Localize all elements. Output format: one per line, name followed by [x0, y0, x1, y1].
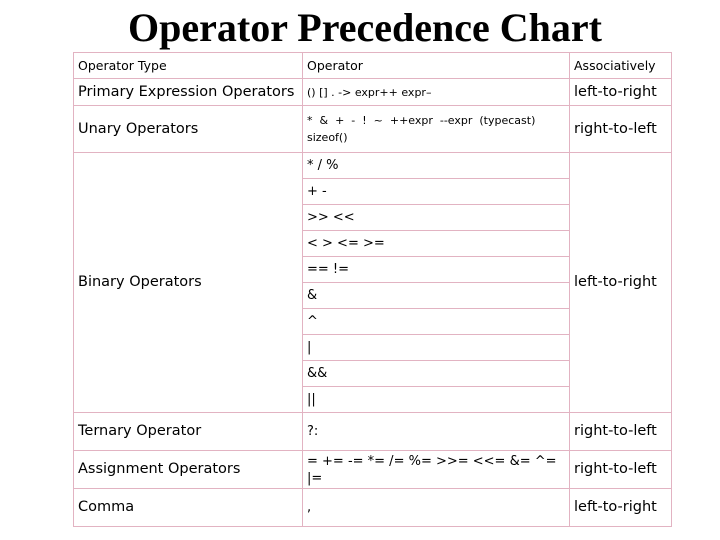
- row-type: Comma: [74, 489, 303, 527]
- row-associativity: left-to-right: [570, 79, 672, 106]
- table-row: [74, 153, 672, 179]
- table-row: [74, 451, 672, 489]
- binary-op: + -: [303, 179, 570, 205]
- row-type: Assignment Operators: [74, 451, 303, 489]
- precedence-table: [73, 52, 672, 527]
- binary-op: &: [303, 283, 570, 309]
- table-row: [74, 489, 672, 527]
- binary-op: * / %: [303, 153, 570, 179]
- row-type: Primary Expression Operators: [74, 79, 303, 106]
- table-row: [74, 79, 672, 106]
- row-operators: ,: [303, 489, 570, 527]
- table-row: [74, 106, 672, 153]
- row-operators: ?:: [303, 413, 570, 451]
- binary-op: == !=: [303, 257, 570, 283]
- row-associativity: left-to-right: [570, 153, 672, 413]
- row-operators: [303, 106, 570, 153]
- binary-op: >> <<: [303, 205, 570, 231]
- row-operators: = += -= *= /= %= >>= <<= &= ^= |=: [303, 451, 570, 489]
- row-type: Ternary Operator: [74, 413, 303, 451]
- binary-op: ||: [303, 387, 570, 413]
- header-row: [74, 53, 672, 79]
- binary-op: &&: [303, 361, 570, 387]
- header-operator-type: Operator Type: [74, 53, 303, 79]
- binary-op: < > <= >=: [303, 231, 570, 257]
- row-type: Unary Operators: [74, 106, 303, 153]
- table-row: [74, 413, 672, 451]
- row-operators: () [] . -> expr++ expr–: [303, 79, 570, 106]
- unary-ops-line2: sizeof(): [307, 131, 348, 144]
- header-associativity: Associatively: [570, 53, 672, 79]
- chart-title: Operator Precedence Chart: [128, 5, 602, 50]
- row-associativity: right-to-left: [570, 451, 672, 489]
- unary-ops-line1: * & + - ! ~ ++expr --expr (typecast): [307, 114, 536, 127]
- row-associativity: right-to-left: [570, 106, 672, 153]
- header-operator: Operator: [303, 53, 570, 79]
- row-associativity: left-to-right: [570, 489, 672, 527]
- binary-op: |: [303, 335, 570, 361]
- row-associativity: right-to-left: [570, 413, 672, 451]
- row-type: Binary Operators: [74, 153, 303, 413]
- binary-op: ^: [303, 309, 570, 335]
